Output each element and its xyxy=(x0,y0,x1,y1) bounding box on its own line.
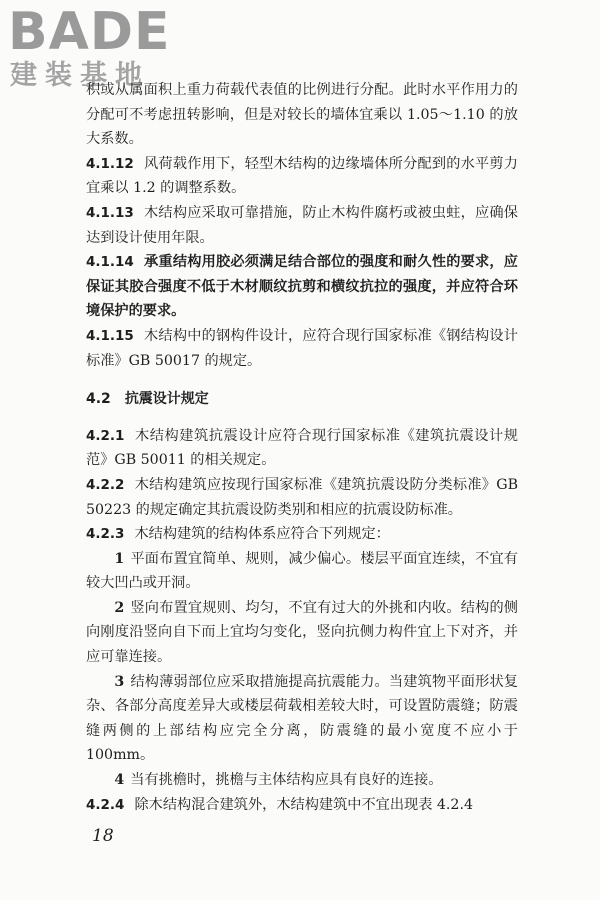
clause-4-2-4: 4.2.4 除木结构混合建筑外，木结构建筑中不宜出现表 4.2.4 xyxy=(86,796,473,813)
list-item-1: 1 平面布置宜简单、规则，减少偏心。楼层平面宜连续，不宜有较大凹凸或开洞。 xyxy=(86,550,518,592)
document-body xyxy=(86,78,518,817)
clause-number: 4.1.15 xyxy=(86,327,134,344)
clause-number: 4.1.13 xyxy=(86,204,134,221)
list-number: 4 xyxy=(114,772,125,789)
section-title: 抗震设计规定 xyxy=(124,391,209,408)
list-number: 3 xyxy=(114,673,125,690)
section-heading xyxy=(86,387,518,412)
clause-4-2-3: 4.2.3 木结构建筑的结构体系应符合下列规定： xyxy=(86,526,390,543)
clause-4-1-12: 4.1.12 风荷载作用下，轻型木结构的边缘墙体所分配到的水平剪力宜乘以 1.2 的调整系数。 xyxy=(86,155,518,197)
clause-4-1-13: 4.1.13 木结构应采取可靠措施，防止木构件腐朽或被虫蛀，应确保达到设计使用年限。 xyxy=(86,204,518,246)
section-number: 4.2 xyxy=(86,391,111,408)
clause-number: 4.1.12 xyxy=(86,155,134,172)
paragraph: 积或从属面积上重力荷载代表值的比例进行分配。此时水平作用力的分配可不考虑扭转影响，但是对较长的墙体宜乘以 1.05～1.10 的放大系数。 xyxy=(86,82,518,148)
clause-number: 4.1.14 xyxy=(86,254,134,271)
clause-number: 4.2.2 xyxy=(86,476,125,493)
clause-number: 4.2.1 xyxy=(86,427,125,444)
logo-wordmark: BADE xyxy=(8,2,171,62)
clause-4-2-1: 4.2.1 木结构建筑抗震设计应符合现行国家标准《建筑抗震设计规范》GB 50011 的相关规定。 xyxy=(86,427,518,469)
list-number: 2 xyxy=(114,599,125,616)
clause-4-1-14: 4.1.14 承重结构用胶必须满足结合部位的强度和耐久性的要求，应保证其胶合强度不低于木材顺纹抗剪和横纹抗拉的强度，并应符合环境保护的要求。 xyxy=(86,254,518,320)
list-number: 1 xyxy=(114,550,125,567)
logo-subtitle: 建装基地 xyxy=(10,60,150,91)
list-item-3: 3 结构薄弱部位应采取措施提高抗震能力。当建筑物平面形状复杂、各部分高度差异大或楼层荷载相差较大时，可设置防震缝；防震缝两侧的上部结构应完全分离，防震缝的最小宽度不应小于 100mm。 xyxy=(86,673,518,764)
clause-number: 4.2.3 xyxy=(86,526,125,543)
list-item-4: 4 当有挑檐时，挑檐与主体结构应具有良好的连接。 xyxy=(114,772,443,789)
list-item-2: 2 竖向布置宜规则、均匀，不宜有过大的外挑和内收。结构的侧向刚度沿竖向自下而上宜均匀变化，竖向抗侧力构件宜上下对齐，并应可靠连接。 xyxy=(86,599,518,666)
page-number: 18 xyxy=(92,826,114,846)
clause-4-1-15: 4.1.15 木结构中的钢构件设计，应符合现行国家标准《钢结构设计标准》GB 50017 的规定。 xyxy=(86,327,518,369)
clause-number: 4.2.4 xyxy=(86,796,125,813)
clause-4-2-2: 4.2.2 木结构建筑应按现行国家标准《建筑抗震设防分类标准》GB 50223 的规定确定其抗震设防类别和相应的抗震设防标准。 xyxy=(86,476,518,518)
